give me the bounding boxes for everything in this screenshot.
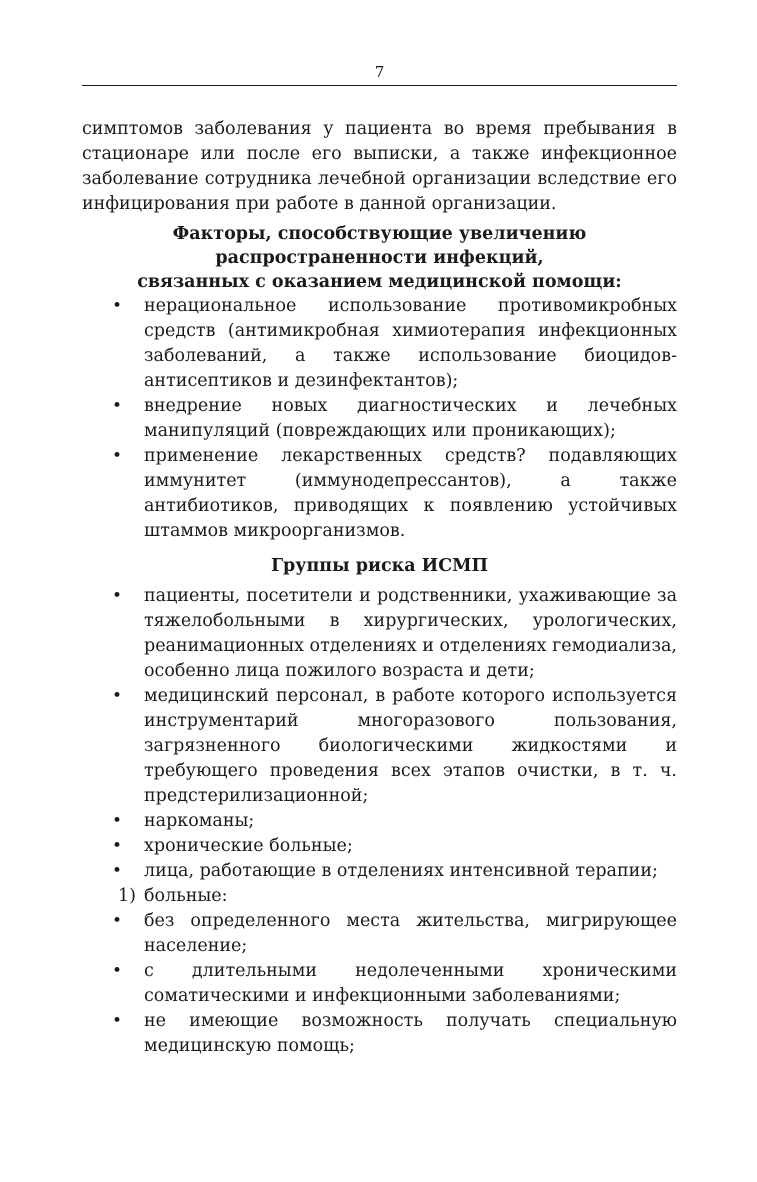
risk-groups-heading: Группы риска ИСМП (270, 556, 489, 576)
bullet-icon: • (112, 296, 123, 316)
list-item-text: лица, работающие в отделениях интенсивной терапии; (144, 861, 658, 881)
list-item (82, 809, 677, 834)
list-item (82, 909, 677, 959)
list-item (82, 294, 677, 394)
bullet-icon: • (112, 861, 123, 881)
list-item-text: применение лекарственных средств? подавляющих иммунитет (иммунодепрессантов), а также антибиотиков, приводящих к появлению устойчивых штаммов микроорганизмов. (144, 446, 677, 541)
list-item-text: хронические больные; (144, 836, 353, 856)
bullet-icon: • (112, 396, 123, 416)
list-item (82, 959, 677, 1009)
factors-heading-line: Факторы, способствующие увеличению (172, 224, 587, 244)
list-item (82, 859, 677, 884)
bullet-icon: • (112, 911, 123, 931)
bullet-icon: • (112, 1011, 123, 1031)
list-item-text: без определенного места жительства, мигрирующее население; (144, 911, 677, 956)
list-item-text: не имеющие возможность получать специальную медицинскую помощь; (144, 1011, 677, 1056)
bullet-icon: • (112, 836, 123, 856)
list-item (82, 684, 677, 809)
factors-heading-line: распространенности инфекций, (215, 248, 544, 268)
page-content (82, 117, 677, 1059)
patients-sub-list (82, 909, 677, 1059)
list-item (82, 834, 677, 859)
bullet-icon: • (112, 446, 123, 466)
list-item-text: медицинский персонал, в работе которого используется инструментарий многоразового пользования, загрязненного биологическими жидкостями и требующего проведения всех этапов очистки, в т. ч. предстерилизационной; (144, 686, 677, 806)
list-item-text: с длительными недолеченными хроническими соматическими и инфекционными заболеваниями; (144, 961, 677, 1006)
page-number: 7 (374, 63, 385, 81)
bullet-icon: • (112, 961, 123, 981)
bullet-icon: • (112, 586, 123, 606)
item-number: 1) (118, 886, 136, 906)
factors-heading (82, 222, 677, 294)
intro-paragraph: симптомов заболевания у пациента во время пребывания в стационаре или после его выписки, а также инфекционное заболевание сотрудника лечебной организации вследствие его инфицирования при работе в данной организации. (82, 119, 677, 214)
list-item (82, 394, 677, 444)
bullet-icon: • (112, 811, 123, 831)
bullet-icon: • (112, 686, 123, 706)
list-item-text: нерациональное использование противомикробных средств (антимикробная химиотерапия инфекционных заболеваний, а также использование биоцидов-антисептиков и дезинфектантов); (144, 296, 677, 391)
header-rule (82, 85, 677, 86)
list-item-text: пациенты, посетители и родственники, ухаживающие за тяжелобольными в хирургических, урологических, реанимационных отделениях и отделениях гемодиализа, особенно лица пожилого возраста и дети; (144, 586, 677, 681)
numbered-item (82, 884, 677, 909)
list-item (82, 584, 677, 684)
list-item-text: внедрение новых диагностических и лечебных манипуляций (повреждающих или проникающих); (144, 396, 677, 441)
factors-heading-line: связанных с оказанием медицинской помощи: (137, 272, 622, 292)
numbered-item-text: больные: (144, 886, 228, 906)
risk-groups-list (82, 584, 677, 884)
list-item-text: наркоманы; (144, 811, 255, 831)
list-item (82, 444, 677, 544)
factors-list (82, 294, 677, 544)
list-item (82, 1009, 677, 1059)
